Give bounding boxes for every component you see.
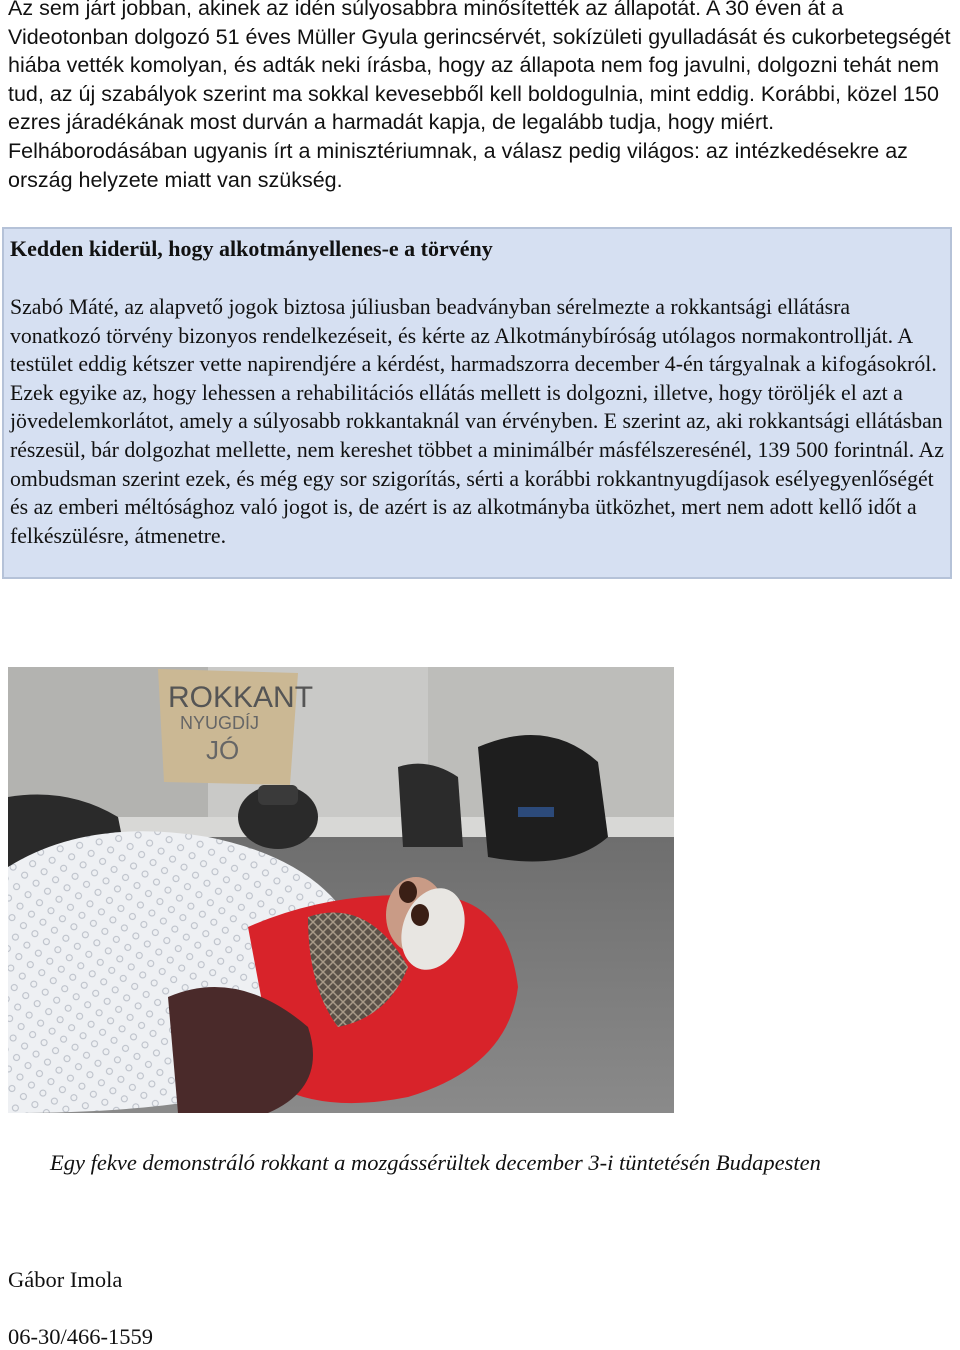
- sidebar-body: Szabó Máté, az alapvető jogok biztosa júliusban beadványban sérelmezte a rokkantsági ellátásra vonatkozó törvény bizonyos rendelkezéseit, és kérte az Alkotmánybíróság utólagos normakontrollját. A testület eddig kétszer vette napirendjére a kérdést, harmadszorra december 4-én tárgyalnak a kifogásokról. Ezek egyike az, hogy lehessen a rehabilitációs ellátás mellett is dolgozni, illetve, hogy töröljék el azt a jövedelemkorlátot, amely a súlyosabb rokkantaknál van érvényben. E szerint az, aki rokkantsági ellátásban részesül, bár dolgozhat mellette, nem kereshet többet a minimálbér másfélszeresénél, 139 500 forintnál. Az ombudsman szerint ezek, és még egy sor szigorítás, sérti a korábbi rokkantnyugdíjasok esélyegyenlőségét és az emberi méltósághoz való jogot is, de azért is az alkotmányba ütközhet, mert nem adott kellő időt a felkészülésre, átmenetre.: [10, 295, 944, 548]
- cardboard-sign: [158, 669, 313, 785]
- author-name: Gábor Imola: [8, 1267, 123, 1292]
- protest-photo: [8, 667, 674, 1113]
- photo-caption: Egy fekve demonstráló rokkant a mozgássérültek december 3-i tüntetésén Budapesten: [50, 1150, 821, 1175]
- sign-line-2: NYUGDÍJ: [180, 713, 260, 733]
- intro-paragraph: Az sem járt jobban, akinek az idén súlyosabbra minősítették az állapotát. A 30 éven át a Videotonban dolgozó 51 éves Müller Gyula gerincsérvét, sokízületi gyulladását és cukorbetegségét hiába vették komolyan, és adták neki írásba, hogy az állapota nem fog javulni, dolgozni tehát nem tud, az új szabályok szerint ma sokkal kevesebből kell boldogulnia, mint eddig. Korábbi, közel 150 ezres járadékának most durván a harmadát kapja, de legalább tudja, hogy miért. Felháborodásában ugyanis írt a minisztériumnak, a válasz pedig világos: az intézkedésekre az ország helyzete miatt van szükség.: [8, 0, 951, 192]
- sidebar-box: [2, 227, 952, 579]
- sidebar-title: Kedden kiderül, hogy alkotmányellenes-e a törvény: [10, 236, 493, 261]
- sign-line-1: ROKKANT: [168, 681, 314, 714]
- sign-line-3: JÓ: [206, 735, 240, 765]
- protest-photo-illustration: [8, 667, 674, 1113]
- author-phone: 06-30/466-1559: [8, 1324, 153, 1349]
